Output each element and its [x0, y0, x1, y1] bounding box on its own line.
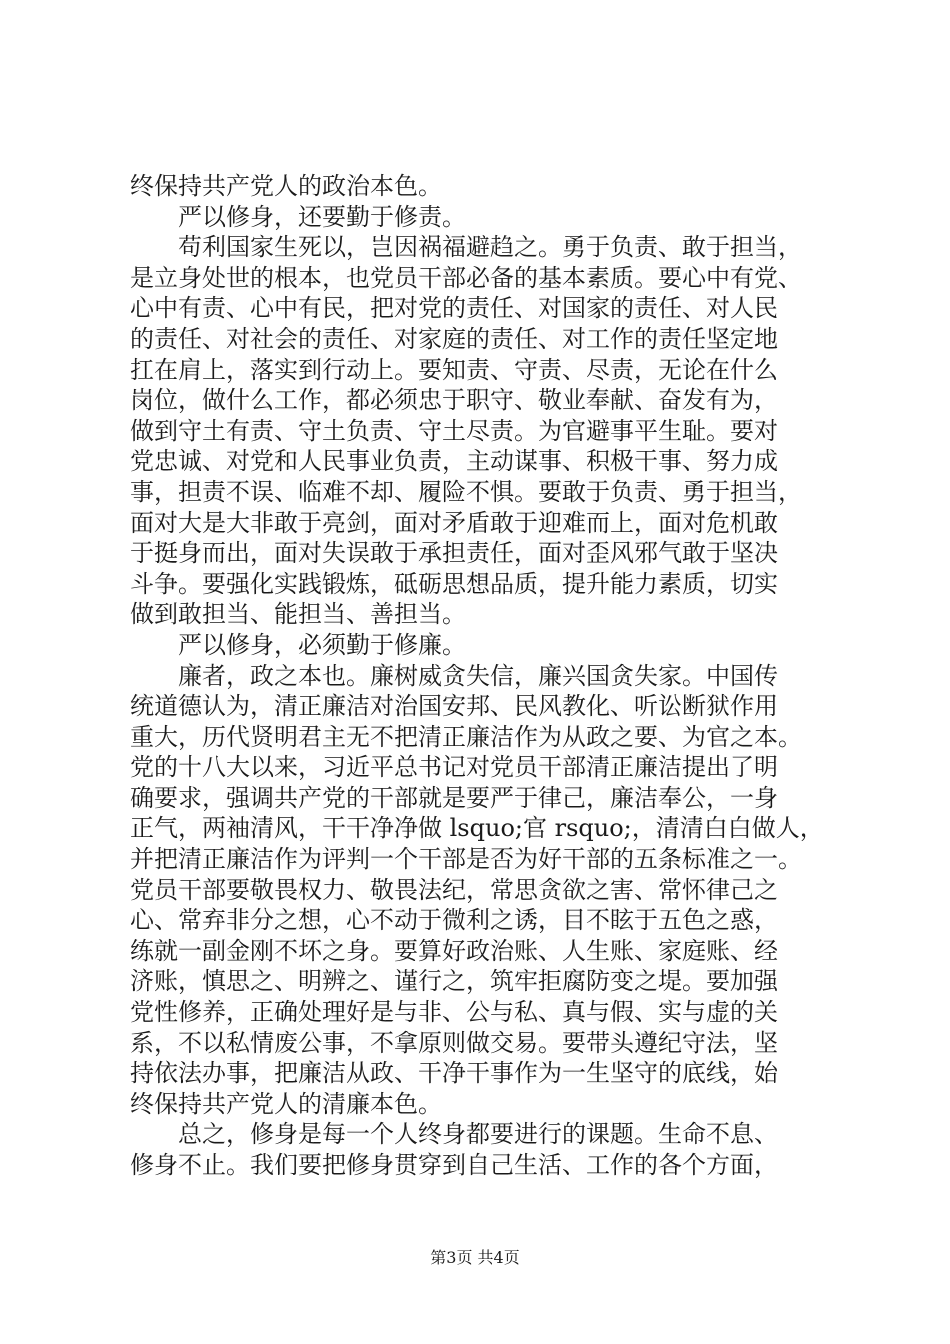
text-line: 苟利国家生死以，岂因祸福避趋之。勇于负责、敢于担当， — [130, 233, 802, 262]
text-line: 总之，修身是每一个人终身都要进行的课题。生命不息、 — [130, 1120, 778, 1149]
text-line: 重大，历代贤明君主无不把清正廉洁作为从政之要、为官之本。 — [130, 722, 802, 751]
body-text — [130, 171, 860, 1181]
text-line: 党员干部要敬畏权力、敬畏法纪，常思贪欲之害、常怀律己之 — [130, 875, 778, 904]
text-line: 严以修身，必须勤于修廉。 — [130, 630, 466, 659]
text-line: 心、常弃非分之想，心不动于微利之诱，目不眩于五色之惑， — [130, 906, 778, 935]
text-line: 廉者，政之本也。廉树威贪失信，廉兴国贪失家。中国传 — [130, 661, 778, 690]
text-line: 扛在肩上，落实到行动上。要知责、守责、尽责，无论在什么 — [130, 355, 778, 384]
text-line: 终保持共产党人的清廉本色。 — [130, 1089, 442, 1118]
text-line: 做到守土有责、守土负责、守土尽责。为官避事平生耻。要对 — [130, 416, 778, 445]
text-line: 统道德认为，清正廉洁对治国安邦、民风教化、听讼断狱作用 — [130, 692, 778, 721]
text-line: 的责任、对社会的责任、对家庭的责任、对工作的责任坚定地 — [130, 324, 778, 353]
text-line: 严以修身，还要勤于修责。 — [130, 202, 466, 231]
text-line: 确要求，强调共产党的干部就是要严于律己，廉洁奉公，一身 — [130, 783, 778, 812]
text-line: 事，担责不误、临难不却、履险不惧。要敢于负责、勇于担当， — [130, 477, 802, 506]
text-line: 练就一副金刚不坏之身。要算好政治账、人生账、家庭账、经 — [130, 936, 778, 965]
text-line: 党忠诚、对党和人民事业负责，主动谋事、积极干事、努力成 — [130, 447, 778, 476]
text-line: 于挺身而出，面对失误敢于承担责任，面对歪风邪气敢于坚决 — [130, 539, 778, 568]
text-line: 心中有责、心中有民，把对党的责任、对国家的责任、对人民 — [130, 294, 778, 323]
text-line: 是立身处世的根本，也党员干部必备的基本素质。要心中有党、 — [130, 263, 802, 292]
text-line: 做到敢担当、能担当、善担当。 — [130, 600, 466, 629]
text-line: 面对大是大非敢于亮剑，面对矛盾敢于迎难而上，面对危机敢 — [130, 508, 778, 537]
text-line: 并把清正廉洁作为评判一个干部是否为好干部的五条标准之一。 — [130, 845, 802, 874]
text-line: 党性修养，正确处理好是与非、公与私、真与假、实与虚的关 — [130, 998, 778, 1027]
page-footer: 第3页 共4页 — [430, 1248, 520, 1267]
text-line: 正气，两袖清风，干干净净做 lsquo;官 rsquo;，清清白白做人， — [130, 814, 824, 843]
text-line: 终保持共产党人的政治本色。 — [130, 172, 442, 200]
text-line: 持依法办事，把廉洁从政、干净干事作为一生坚守的底线，始 — [130, 1059, 778, 1088]
text-line: 党的十八大以来，习近平总书记对党员干部清正廉洁提出了明 — [130, 753, 778, 782]
text-line: 济账，慎思之、明辨之、谨行之，筑牢拒腐防变之堤。要加强 — [130, 967, 778, 996]
text-line: 岗位，做什么工作，都必须忠于职守、敬业奉献、奋发有为， — [130, 386, 778, 415]
text-line: 系，不以私情废公事，不拿原则做交易。要带头遵纪守法，坚 — [130, 1028, 778, 1057]
text-line: 斗争。要强化实践锻炼，砥砺思想品质，提升能力素质，切实 — [130, 569, 778, 598]
text-line: 修身不止。我们要把修身贯穿到自己生活、工作的各个方面， — [130, 1151, 778, 1179]
